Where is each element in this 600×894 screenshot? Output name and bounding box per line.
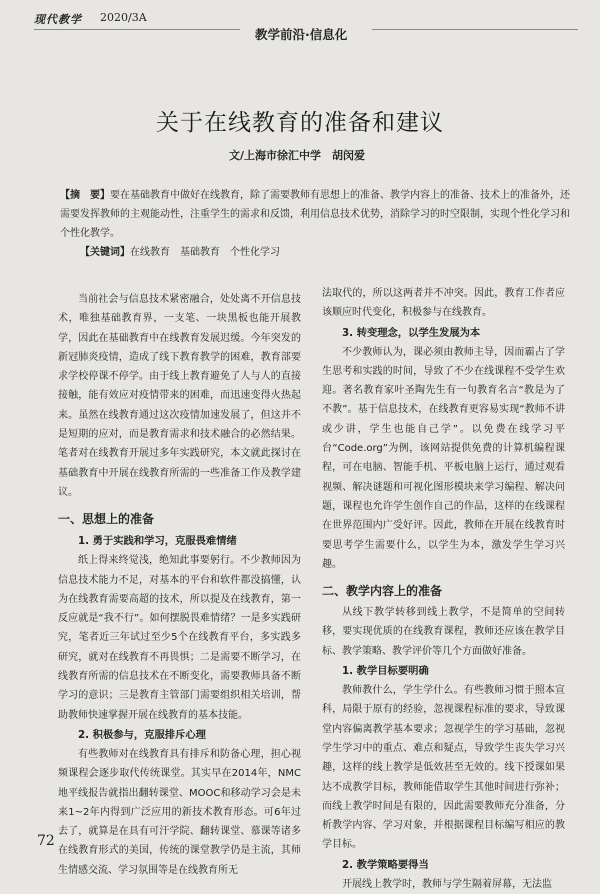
body-paragraph: 纸上得来终觉浅，绝知此事要躬行。不少教师因为信息技术能力不足，对基本的平台和软件都没搞懂，认为在线教育需要高超的技术，所以提及在线教育，第一反应就是“我不行”。如何摆脱畏难情绪？一是多实践研究，笔者近三年试过至少5个在线教育平台，多实践多研究，就对在线教育不再畏惧；二是需要不断学习，在线教育所需的信息技术在不断变化，需要教师具备不断学习的意识；三是教育主管部门需要组织相关培训，帮助教师快速掌握开展在线教育的基本技能。 xyxy=(58,555,301,721)
body-paragraph: 教师教什么，学生学什么。有些教师习惯于照本宣科，局限于原有的经验，忽视课程标准的要求，导致课堂内容偏离教学基本要求；忽视学生的学习基础，忽视学生学习中的重点、难点和疑点，导致学生丧失学习兴趣，这样的线上教学是低效甚至无效的。线下授课如果达不成教学目标，教师能借取学生其他时间进行弥补；而线上教学时间是有限的，因此需要教师充分准备，分析教学内容、学习对象，并根据课程目标编写相应的教学目标。 xyxy=(322,685,565,851)
abstract-label: 【摘 要】 xyxy=(60,190,110,201)
subsection-heading: 3. 转变理念，以学生发展为本 xyxy=(342,326,481,339)
keywords-label: 【关键词】 xyxy=(80,247,130,258)
journal-name: 现代教学 xyxy=(34,13,82,26)
body-paragraph: 不少教师认为，课必须由教师主导，因而霸占了学生思考和实践的时间，导致了不少在线课程不受学生欢迎。著名教育家叶圣陶先生有一句教育名言“教是为了不教”。基于信息技术，在线教育更容易实现“教师不讲或少讲，学生也能自己学”。以免费在线学习平台“Code.org”为例，该网站提供免费的计算机编程课程，可在电脑、智能手机、平板电脑上运行，通过观看视频、解决谜题和可视化图形模块来学习编程、解决问题，课程也允许学生创作自己的作品，这样的在线课程在世界范围内广受好评。因此，教师在开展在线教育时要思考学生需要什么，以学生为本，激发学生学习兴趣。 xyxy=(322,346,565,570)
body-paragraph: 开展线上教学时，教师与学生隔着屏幕，无法监 xyxy=(342,878,552,890)
abstract-paragraph xyxy=(60,186,570,243)
keywords-paragraph xyxy=(60,243,570,262)
keywords-text: 在线教育 基础教育 个性化学习 xyxy=(130,247,280,258)
body-column-right xyxy=(322,284,565,894)
section-heading: 一、思想上的准备 xyxy=(58,512,155,527)
subsection-heading: 1. 勇于实践和学习，克服畏难情绪 xyxy=(78,535,237,548)
section-heading: 二、教学内容上的准备 xyxy=(322,584,443,599)
abstract-text: 要在基础教育中做好在线教育，除了需要教师有思想上的准备、教学内容上的准备、技术上的准备外，还需要发挥教师的主观能动性，注重学生的需求和反馈，利用信息技术优势，消除学习的时空限制，实现个性化学习和个性化教学。 xyxy=(60,190,570,239)
issue-number: 2020/3A xyxy=(100,11,147,24)
header-rule-left xyxy=(34,29,240,30)
article-title: 关于在线教育的准备和建议 xyxy=(156,110,444,136)
subsection-heading: 2. 积极参与，克服排斥心理 xyxy=(78,728,206,741)
subsection-heading: 2. 教学策略要得当 xyxy=(342,858,429,871)
body-column-left xyxy=(58,290,301,880)
byline: 文/上海市徐汇中学 胡闵爱 xyxy=(229,149,366,162)
body-paragraph: 当前社会与信息技术紧密融合，处处离不开信息技术，唯独基础教育界，一支笔、一块黑板也能开展教学，因此在基础教育中在线教育发展迟缓。今年突发的新冠肺炎疫情，造成了线下教育教学的困难，教育部要求学校停课不停学。由于线上教育避免了人与人的直接接触，能有效应对疫情带来的困难，而迅速变得火热起来。虽然在线教育通过这次疫情加速发展了，但这并不是短期的应对，而是教育需求和技术融合的必然结果。笔者对在线教育开展过多年实践研究，本文就此探讨在基础教育中开展在线教育所需的一些准备工作及教学建议。 xyxy=(58,294,301,498)
column-name: 教学前沿·信息化 xyxy=(255,27,348,42)
page-number: 72 xyxy=(37,833,55,849)
header-rule-right xyxy=(372,29,578,30)
body-paragraph-continued: 法取代的，所以这两者并不冲突。因此，教育工作者应该顺应时代变化，积极参与在线教育。 xyxy=(322,288,565,319)
subsection-heading: 1. 教学目标要明确 xyxy=(342,665,429,678)
body-paragraph: 有些教师对在线教育具有排斥和防备心理，担心视频课程会逐步取代传统课堂。其实早在2014年，NMC地平线报告就指出翻转课堂、MOOC和移动学习会是未来1~2年内得到广泛应用的新技术教育形态。可6年过去了，就算是在具有可汗学院、翻转课堂、慕课等诸多在线教育形式的美国，传统的课堂教学仍是主流，其师生情感交流、学习氛围等是在线教育所无 xyxy=(58,748,301,876)
body-paragraph: 从线下教学转移到线上教学，不是简单的空间转移，要实现优质的在线教育课程，教师还应该在教学目标、教学策略、教学评价等几个方面做好准备。 xyxy=(322,607,565,657)
abstract-block xyxy=(60,186,570,262)
